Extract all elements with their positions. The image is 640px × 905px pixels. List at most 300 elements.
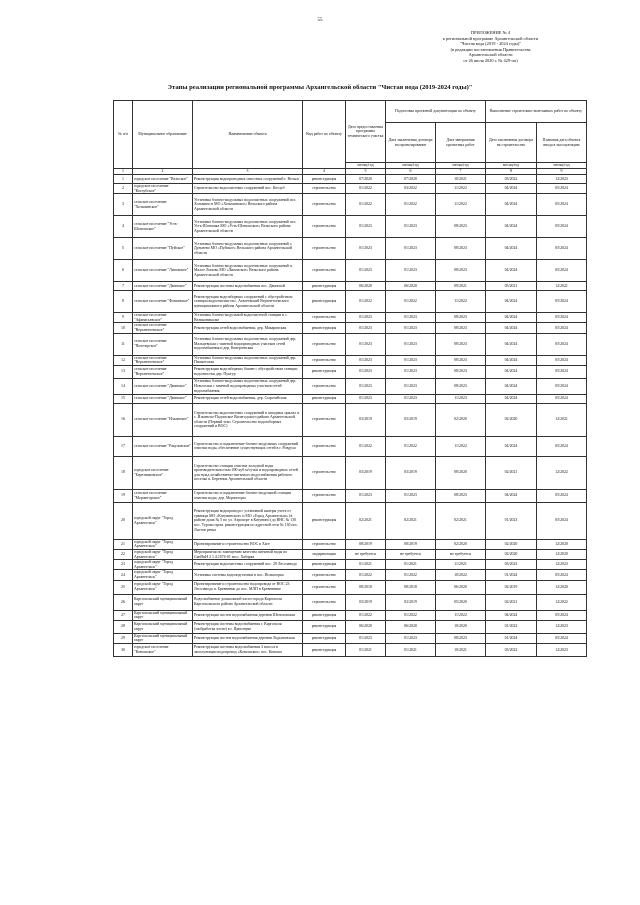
col-number: 2: [133, 169, 193, 175]
cell-work-type: реконструкция: [303, 394, 346, 403]
cell-municipality: Каргопольский муниципальный округ: [133, 620, 193, 633]
cell-municipality: сельское поселение "Ильинское": [133, 403, 193, 436]
cell-commission: 05/2024: [537, 238, 587, 260]
cell-commission: 12/2021: [537, 282, 587, 291]
col-number: 6: [386, 169, 436, 175]
cell-commission: 05/2024: [537, 394, 587, 403]
cell-object: Строительство водоочистных сооружений в западных циклах п. с. Ильинско-Подомское Вилегодского района Архангельской области (Первый этап. Строительство водозаборных сооружений и ВОС): [193, 403, 303, 436]
unit-cell: месяц/год: [386, 163, 436, 169]
cell-contract-date: не требуется: [386, 549, 436, 559]
cell-build-contract: 04/2024: [486, 323, 537, 333]
cell-doc-date: 07/2020: [346, 175, 386, 184]
cell-doc-date: 01/2022: [346, 436, 386, 456]
cell-commission: 12/2022: [537, 456, 587, 489]
cell-build-contract: 01/2022: [486, 620, 537, 633]
table-row: [114, 355, 587, 365]
table-row: [114, 456, 587, 489]
cell-work-type: строительство: [303, 436, 346, 456]
cell-build-contract: 04/2024: [486, 216, 537, 238]
cell-work-type: реконструкция: [303, 291, 346, 313]
cell-done-date: не требуется: [436, 549, 486, 559]
cell-num: 29: [114, 633, 133, 643]
cell-commission: 05/2024: [537, 216, 587, 238]
cell-work-type: строительство: [303, 539, 346, 549]
cell-work-type: реконструкция: [303, 620, 346, 633]
cell-doc-date: 01/2023: [346, 260, 386, 282]
cell-contract-date: 01/2023: [386, 355, 436, 365]
page-number: 55: [317, 18, 323, 23]
cell-object: Установка блочно-модульных водоочистных сооружений дер. Мальцевская с заменой водопроводных участков сетей водоснабжения и дер. Коверзевская: [193, 333, 303, 355]
cell-doc-date: 08/2019: [346, 539, 386, 549]
cell-work-type: реконструкция: [303, 643, 346, 656]
cell-num: 30: [114, 643, 133, 656]
appendix-line: ПРИЛОЖЕНИЕ № 4: [470, 30, 511, 35]
cell-doc-date: 08/2018: [346, 580, 386, 594]
table-row: [114, 549, 587, 559]
cell-work-type: строительство: [303, 260, 346, 282]
cell-contract-date: 03/2019: [386, 594, 436, 610]
cell-work-type: реконструкция: [303, 282, 346, 291]
cell-num: 24: [114, 570, 133, 580]
cell-commission: 12/2023: [537, 643, 587, 656]
cell-done-date: 08/2023: [436, 260, 486, 282]
cell-num: 3: [114, 194, 133, 216]
cell-work-type: строительство: [303, 216, 346, 238]
cell-doc-date: 01/2022: [346, 610, 386, 620]
cell-commission: 05/2024: [537, 570, 587, 580]
cell-done-date: 02/2020: [436, 539, 486, 549]
table-row: [114, 633, 587, 643]
table-row: [114, 313, 587, 323]
cell-municipality: сельское поселение "Почезерское": [133, 333, 193, 355]
cell-num: 15: [114, 394, 133, 403]
cell-municipality: сельское поселение "Верхнетоемское": [133, 365, 193, 378]
table-row: [114, 238, 587, 260]
cell-doc-date: 01/2023: [346, 238, 386, 260]
cell-contract-date: 01/2023: [386, 260, 436, 282]
cell-build-contract: 04/2024: [486, 313, 537, 323]
cell-municipality: Каргопольский муниципальный округ: [133, 633, 193, 643]
cell-done-date: 11/2023: [436, 394, 486, 403]
cell-done-date: 02/2021: [436, 502, 486, 539]
cell-build-contract: 01/2024: [486, 633, 537, 643]
cell-commission: 05/2024: [537, 291, 587, 313]
cell-work-type: реконструкция: [303, 323, 346, 333]
cell-contract-date: 01/2023: [386, 365, 436, 378]
cell-doc-date: 01/2023: [346, 313, 386, 323]
cell-commission: 05/2024: [537, 323, 587, 333]
table-row: [114, 175, 587, 184]
cell-doc-date: 01/2023: [346, 489, 386, 502]
header-build-contract: Дата заключения договора на строительство: [486, 123, 537, 163]
table-row: [114, 570, 587, 580]
cell-work-type: строительство: [303, 313, 346, 323]
cell-done-date: 11/2022: [436, 610, 486, 620]
cell-build-contract: 02/2021: [486, 456, 537, 489]
cell-object: Установка блочно-модульных водоочистных сооружений дер. Новоселки с заменой водопроводных участков сетей водоснабжения: [193, 378, 303, 394]
cell-done-date: 11/2022: [436, 194, 486, 216]
cell-num: 27: [114, 610, 133, 620]
cell-build-contract: 04/2024: [486, 394, 537, 403]
table-row: [114, 403, 587, 436]
cell-contract-date: 01/2022: [386, 436, 436, 456]
cell-contract-date: 06/2020: [386, 282, 436, 291]
cell-object: Строительство водоочистных сооружений пос. Котлуб: [193, 184, 303, 194]
cell-commission: 12/2020: [537, 539, 587, 549]
cell-doc-date: 01/2023: [346, 633, 386, 643]
unit-cell: месяц/год: [486, 163, 537, 169]
cell-doc-date: 03/2019: [346, 594, 386, 610]
cell-object: Установка блочно-модульных водоочистных сооружений пос. Хозьмино в МО «Хозьминское» Вельского района Архангельской области: [193, 194, 303, 216]
cell-work-type: строительство: [303, 355, 346, 365]
cell-num: 17: [114, 436, 133, 456]
cell-commission: 05/2024: [537, 365, 587, 378]
cell-done-date: 08/2020: [436, 456, 486, 489]
cell-commission: 05/2024: [537, 194, 587, 216]
cell-object: Мероприятия по замещению качества питьевой воды по СанПиН 2.1.4.1074-01 на о. Хабарка: [193, 549, 303, 559]
table-row: [114, 378, 587, 394]
cell-municipality: сельское поселение "Усть-Шоношское": [133, 216, 193, 238]
cell-commission: 12/2023: [537, 620, 587, 633]
col-number: 9: [537, 169, 587, 175]
cell-object: Установка блочно-модульных водоочистных сооружений с. Дульнево МО «Пуйское» Вельского района Архангельской области: [193, 238, 303, 260]
cell-done-date: 08/2023: [436, 238, 486, 260]
col-number: 8: [486, 169, 537, 175]
cell-build-contract: 04/2024: [486, 333, 537, 355]
cell-done-date: 10/2020: [436, 620, 486, 633]
cell-municipality: сельское поселение "Липовское": [133, 260, 193, 282]
cell-doc-date: 01/2023: [346, 394, 386, 403]
cell-work-type: строительство: [303, 378, 346, 394]
cell-num: 13: [114, 365, 133, 378]
header-contract-date: Дата заключения договора на проектирование: [386, 123, 436, 163]
cell-commission: 12/2020: [537, 580, 587, 594]
table-row: [114, 365, 587, 378]
header-object: Наименование объекта: [193, 101, 303, 169]
cell-commission: 05/2024: [537, 610, 587, 620]
table-row: [114, 436, 587, 456]
cell-commission: 05/2024: [537, 436, 587, 456]
cell-build-contract: 02/2019: [486, 580, 537, 594]
cell-municipality: городской округ "Город Архангельск": [133, 580, 193, 594]
cell-object: Установка блочно-модульных водоочистных сооружений дер. Пашкетская: [193, 355, 303, 365]
header-doc-date: Дата предоставления программы технического участка: [346, 101, 386, 163]
cell-municipality: городское поселение "Коношское": [133, 643, 193, 656]
cell-contract-date: 01/2023: [386, 313, 436, 323]
cell-work-type: строительство: [303, 184, 346, 194]
cell-doc-date: 01/2022: [346, 194, 386, 216]
table-row: [114, 502, 587, 539]
cell-num: 8: [114, 291, 133, 313]
cell-object: Реконструкция систем водоснабжения деревни Лодыгинская: [193, 633, 303, 643]
cell-build-contract: 01/2024: [486, 570, 537, 580]
stages-table: [113, 100, 587, 657]
table-row: [114, 184, 587, 194]
cell-municipality: городское поселение "Котлубское": [133, 184, 193, 194]
cell-municipality: Каргопольский муниципальный округ: [133, 594, 193, 610]
cell-contract-date: 01/2023: [386, 378, 436, 394]
table-row: [114, 282, 587, 291]
cell-work-type: реконструкция: [303, 610, 346, 620]
cell-commission: 12/2021: [537, 403, 587, 436]
appendix-line: Архангельской области: [468, 52, 513, 58]
cell-done-date: 06/2020: [436, 580, 486, 594]
unit-cell: месяц/год: [346, 163, 386, 169]
cell-doc-date: 01/2022: [346, 184, 386, 194]
cell-doc-date: 06/2020: [346, 620, 386, 633]
cell-object: Установка блочно-модульной водоочистной станции в с. Великониколье: [193, 313, 303, 323]
cell-contract-date: 01/2022: [386, 291, 436, 313]
cell-work-type: реконструкция: [303, 365, 346, 378]
cell-municipality: городской округ "Город Архангельск": [133, 539, 193, 549]
cell-municipality: сельское поселение "Двинское": [133, 394, 193, 403]
table-row: [114, 323, 587, 333]
cell-doc-date: 06/2020: [346, 282, 386, 291]
cell-work-type: строительство: [303, 238, 346, 260]
table-body: [114, 175, 587, 657]
cell-num: 18: [114, 456, 133, 489]
cell-contract-date: 01/2021: [386, 560, 436, 570]
cell-contract-date: 01/2023: [386, 394, 436, 403]
cell-contract-date: 08/2019: [386, 539, 436, 549]
cell-doc-date: 03/2019: [346, 403, 386, 436]
appendix-line: "Чистая вода (2019 - 2024 годы)": [459, 41, 522, 47]
cell-commission: 05/2024: [537, 489, 587, 502]
table-row: [114, 194, 587, 216]
cell-commission: 12/2020: [537, 549, 587, 559]
cell-doc-date: 01/2023: [346, 355, 386, 365]
cell-contract-date: 06/2020: [386, 620, 436, 633]
cell-build-contract: 04/2024: [486, 378, 537, 394]
cell-doc-date: 01/2023: [346, 333, 386, 355]
cell-municipality: городской округ "Город Архангельск": [133, 549, 193, 559]
cell-commission: 05/2024: [537, 378, 587, 394]
unit-cell: месяц/год: [436, 163, 486, 169]
cell-work-type: строительство: [303, 333, 346, 355]
cell-done-date: 08/2023: [436, 333, 486, 355]
cell-num: 5: [114, 238, 133, 260]
table-row: [114, 489, 587, 502]
cell-contract-date: 01/2021: [386, 643, 436, 656]
cell-num: 2: [114, 184, 133, 194]
col-number: 4: [303, 169, 346, 175]
cell-municipality: городской округ "Город Архангельск": [133, 570, 193, 580]
cell-object: Реконструкция системы водоснабжения пос. Двинской: [193, 282, 303, 291]
col-number: 1: [114, 169, 133, 175]
cell-object: Строительство и подключение блочно-модульной станции очистки воды, дер. Моржегоры: [193, 489, 303, 502]
cell-contract-date: 01/2022: [386, 570, 436, 580]
cell-num: 23: [114, 560, 133, 570]
appendix-block: [403, 30, 578, 64]
cell-object: Реконструкция систем водоснабжения деревни Шелоховская: [193, 610, 303, 620]
cell-object: Строительство станции очистки холодной воды производительностью 490 куб.м/сутки и водопроводных сетей для нужд хозяйственно-питьевого водоснабжения рабочего поселка п. Березник Архангельской области: [193, 456, 303, 489]
cell-commission: 05/2024: [537, 355, 587, 365]
cell-build-contract: 04/2024: [486, 365, 537, 378]
cell-build-contract: 02/2021: [486, 594, 537, 610]
cell-work-type: строительство: [303, 194, 346, 216]
cell-municipality: городской округ "Город Архангельск": [133, 560, 193, 570]
cell-object: Установка блочно-модульных водоочистных сооружений п. Малое Липово МО «Липовское» Вельского района Архангельской области: [193, 260, 303, 282]
cell-build-contract: 04/2024: [486, 355, 537, 365]
cell-build-contract: 01/2023: [486, 502, 537, 539]
cell-object: Реконструкция водопровода с установкой камеры учета от границы МО «Катунинское» и МО «Город Архангельск» (в районе дома № 5 по ул. Аэропорт в Катунино) до ВНС № 130 пос. Турово пром. реконструкция по адресной сети № 130 пос. Листов речка: [193, 502, 303, 539]
cell-contract-date: 01/2023: [386, 323, 436, 333]
cell-done-date: 10/2021: [436, 643, 486, 656]
cell-doc-date: 01/2022: [346, 291, 386, 313]
cell-num: 16: [114, 403, 133, 436]
table-row: [114, 620, 587, 633]
cell-num: 10: [114, 323, 133, 333]
cell-object: Проектирование и строительство водопровода от ВОС 23 Лесозавода п. Бревенник до пос. МЛП в Бревеннике: [193, 580, 303, 594]
cell-municipality: городское поселение "Вельское": [133, 175, 193, 184]
cell-num: 19: [114, 489, 133, 502]
cell-contract-date: 08/2018: [386, 580, 436, 594]
cell-object: Установка блочно-модульных водоочистных сооружений пос. Усть-Шоношка МО «Усть-Шоношское» Вельского района Архангельской области: [193, 216, 303, 238]
cell-build-contract: 04/2024: [486, 489, 537, 502]
header-build-group: Выполнение строительно-монтажных работ по объекту: [486, 101, 587, 123]
cell-municipality: сельское поселение "Моржегорское": [133, 489, 193, 502]
cell-done-date: 08/2023: [436, 216, 486, 238]
header-work-type: Вид работ по объекту: [303, 101, 346, 169]
cell-commission: 05/2024: [537, 502, 587, 539]
cell-municipality: сельское поселение "Хозьминское": [133, 194, 193, 216]
cell-num: 28: [114, 620, 133, 633]
cell-object: Реконструкция системы водоснабжения г. Каргополя (заобработка части) в г. Приозерье: [193, 620, 303, 633]
cell-build-contract: 04/2024: [486, 610, 537, 620]
cell-contract-date: 02/2021: [386, 502, 436, 539]
unit-cell: месяц/год: [537, 163, 587, 169]
cell-build-contract: 04/2024: [486, 436, 537, 456]
cell-municipality: сельское поселение "Верхнетоемское": [133, 355, 193, 365]
cell-doc-date: 03/2019: [346, 456, 386, 489]
cell-done-date: 08/2023: [436, 313, 486, 323]
cell-doc-date: 01/2022: [346, 570, 386, 580]
cell-contract-date: 03/2022: [386, 184, 436, 194]
appendix-line: (в редакции постановления Правительства: [450, 46, 531, 52]
cell-done-date: 05/2020: [436, 594, 486, 610]
cell-contract-date: 01/2023: [386, 489, 436, 502]
table-row: [114, 594, 587, 610]
cell-municipality: сельское поселение "Пуйское": [133, 238, 193, 260]
cell-build-contract: 04/2024: [486, 260, 537, 282]
cell-commission: 12/2022: [537, 594, 587, 610]
cell-num: 11: [114, 333, 133, 355]
cell-doc-date: 01/2023: [346, 378, 386, 394]
cell-build-contract: 02/2020: [486, 549, 537, 559]
cell-num: 21: [114, 539, 133, 549]
cell-object: Реконструкция водопроводных очистных сооружений г. Вельск: [193, 175, 303, 184]
cell-contract-date: 01/2023: [386, 333, 436, 355]
cell-object: Строительство и подключение блочно-модульных сооружений очистки воды, обеспечение существующих сетей в г. Ровдуха: [193, 436, 303, 456]
cell-object: Реконструкция водозаборных сооружений с обустройством станции водоочистки пос. Агапеевский Верхнетоемского муниципального района Архангельской области: [193, 291, 303, 313]
col-number: 5: [346, 169, 386, 175]
cell-build-contract: 04/2024: [486, 184, 537, 194]
cell-done-date: 08/2023: [436, 323, 486, 333]
table-row: [114, 580, 587, 594]
cell-doc-date: не требуется: [346, 549, 386, 559]
cell-num: 1: [114, 175, 133, 184]
cell-object: Водоснабжение дошкольной части города Каргополя Каргопольского района Архангельской области: [193, 594, 303, 610]
cell-build-contract: 05/2021: [486, 282, 537, 291]
cell-build-contract: 04/2024: [486, 238, 537, 260]
cell-municipality: сельское поселение "Двинское": [133, 378, 193, 394]
table-row: [114, 394, 587, 403]
cell-object: Проектирование и строительство ВОС в Хаге: [193, 539, 303, 549]
header-commission: Плановая дата объекта ввода в эксплуатацию: [537, 123, 587, 163]
cell-object: Реконструкция сетей водоснабжения, дер. Макаровская: [193, 323, 303, 333]
cell-work-type: строительство: [303, 489, 346, 502]
cell-num: 4: [114, 216, 133, 238]
cell-work-type: строительство: [303, 594, 346, 610]
cell-municipality: сельское поселение "Фоминское": [133, 291, 193, 313]
cell-commission: 05/2024: [537, 313, 587, 323]
cell-build-contract: 03/2022: [486, 643, 537, 656]
cell-build-contract: 02/2020: [486, 539, 537, 549]
cell-num: 6: [114, 260, 133, 282]
cell-contract-date: 03/2019: [386, 456, 436, 489]
cell-work-type: строительство: [303, 456, 346, 489]
header-municipality: Муниципальное образование: [133, 101, 193, 169]
cell-municipality: городское поселение "Березниковское": [133, 456, 193, 489]
cell-num: 26: [114, 594, 133, 610]
cell-num: 7: [114, 282, 133, 291]
cell-commission: 12/2023: [537, 560, 587, 570]
appendix-line: от 26 июля 2020 г. № 429-пп): [463, 57, 518, 63]
cell-work-type: реконструкция: [303, 502, 346, 539]
table-row: [114, 539, 587, 549]
cell-done-date: 10/2021: [436, 175, 486, 184]
cell-municipality: сельское поселение "Ракуловское": [133, 436, 193, 456]
cell-contract-date: 03/2019: [386, 403, 436, 436]
cell-municipality: сельское поселение "Верхнетоемское": [133, 323, 193, 333]
cell-doc-date: 01/2023: [346, 365, 386, 378]
cell-num: 20: [114, 502, 133, 539]
cell-object: Реконструкция водоочистных сооружений пос. 29 Лесозавода: [193, 560, 303, 570]
cell-work-type: строительство: [303, 570, 346, 580]
cell-done-date: 08/2023: [436, 365, 486, 378]
table-row: [114, 216, 587, 238]
cell-done-date: 11/2022: [436, 436, 486, 456]
appendix-line: к региональной программе Архангельской области: [442, 35, 539, 41]
cell-done-date: 09/2021: [436, 282, 486, 291]
cell-done-date: 08/2023: [436, 378, 486, 394]
cell-object: Реконструкция водозаборных башен с обустройством станции водоочистки дер. Пуктур: [193, 365, 303, 378]
cell-doc-date: 01/2021: [346, 643, 386, 656]
cell-contract-date: 01/2023: [386, 633, 436, 643]
cell-build-contract: 02/2020: [486, 403, 537, 436]
cell-contract-date: 01/2023: [386, 216, 436, 238]
cell-done-date: 11/2022: [436, 184, 486, 194]
header-prep-group: Подготовка проектной документации по объекту: [386, 101, 486, 123]
cell-contract-date: 01/2022: [386, 610, 436, 620]
cell-build-contract: 04/2024: [486, 291, 537, 313]
cell-num: 9: [114, 313, 133, 323]
cell-object: Реконструкция сетей водоснабжения, дер. Сырочейская: [193, 394, 303, 403]
cell-work-type: реконструкция: [303, 560, 346, 570]
header-num: № п/п: [114, 101, 133, 169]
cell-num: 25: [114, 580, 133, 594]
cell-contract-date: 01/2023: [386, 238, 436, 260]
cell-num: 14: [114, 378, 133, 394]
cell-done-date: 08/2023: [436, 489, 486, 502]
cell-municipality: городской округ "Город Архангельск": [133, 502, 193, 539]
cell-build-contract: 03/2023: [486, 560, 537, 570]
cell-doc-date: 02/2021: [346, 502, 386, 539]
table-row: [114, 291, 587, 313]
table-row: [114, 333, 587, 355]
cell-doc-date: 01/2021: [346, 560, 386, 570]
cell-done-date: 02/2020: [436, 403, 486, 436]
